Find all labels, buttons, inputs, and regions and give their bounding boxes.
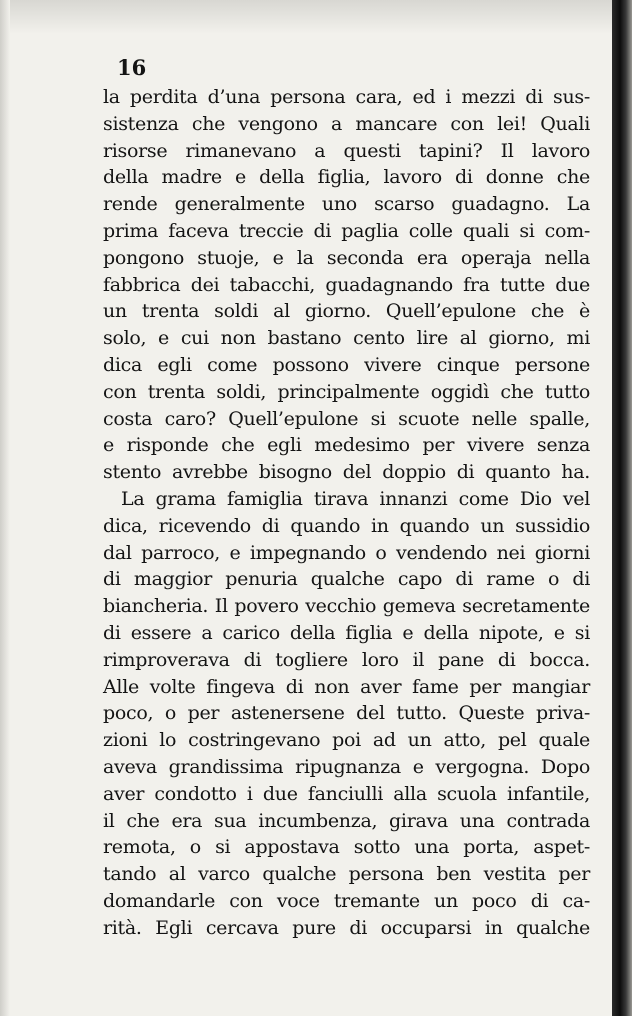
text-line: sistenza che vengono a mancare con lei! Quali [103,112,590,135]
text-line: domandarle con voce tremante un poco di ca- [103,889,590,912]
text-line: poco, o per astenersene del tutto. Queste priva- [103,702,590,725]
text-line: tando al varco qualche persona ben vestita per [103,863,590,886]
page-number: 16 [117,55,147,80]
text-line: Alle volte fingeva di non aver fame per mangiar [103,675,590,698]
text-line: prima faceva treccie di paglia colle quali si com- [103,219,590,242]
text-line: stento avrebbe bisogno del doppio di quanto ha. [103,461,590,484]
text-line: rità. Egli cercava pure di occuparsi in qualche [103,916,590,939]
text-line: di maggior penuria qualche capo di rame o di [103,568,590,591]
text-line: e risponde che egli medesimo per vivere senza [103,434,590,457]
body-text [103,84,590,942]
text-line: pongono stuoje, e la seconda era operaja nella [103,246,590,269]
text-line: il che era sua incumbenza, girava una contrada [103,809,590,832]
text-line: dal parroco, e impegnando o vendendo nei giorni [103,541,590,564]
text-line: aver condotto i due fanciulli alla scuola infantile, [103,782,590,805]
text-line: un trenta soldi al giorno. Quell’epulone che è [103,300,590,323]
text-line: zioni lo costringevano poi ad un atto, pel quale [103,729,590,752]
text-line: con trenta soldi, principalmente oggidì che tutto [103,380,590,403]
text-line: dica egli come possono vivere cinque persone [103,353,590,376]
text-line: di essere a carico della figlia e della nipote, e si [103,621,590,644]
text-line: rende generalmente uno scarso guadagno. La [103,193,590,216]
text-line-paragraph-start: La grama famiglia tirava innanzi come Dio vel [121,487,590,510]
text-line: solo, e cui non bastano cento lire al giorno, mi [103,327,590,350]
text-line: aveva grandissima ripugnanza e vergogna. Dopo [103,755,590,778]
book-spine-edge [612,0,632,1016]
text-line: costa caro? Quell’epulone si scuote nelle spalle, [103,407,590,430]
text-line: dica, ricevendo di quando in quando un sussidio [103,514,590,537]
text-line: fabbrica dei tabacchi, guadagnando fra tutte due [103,273,590,296]
text-line: rimproverava di togliere loro il pane di bocca. [103,648,590,671]
page-left-gutter [0,0,10,1016]
page-top-shadow [0,0,632,34]
text-line: remota, o si appostava sotto una porta, aspet- [103,836,590,859]
text-line: della madre e della figlia, lavoro di donne che [103,166,590,189]
text-line: risorse rimanevano a questi tapini? Il lavoro [103,139,590,162]
text-line: biancheria. Il povero vecchio gemeva secretamente [103,595,590,618]
text-line: la perdita d’una persona cara, ed i mezzi di sus- [103,86,590,108]
